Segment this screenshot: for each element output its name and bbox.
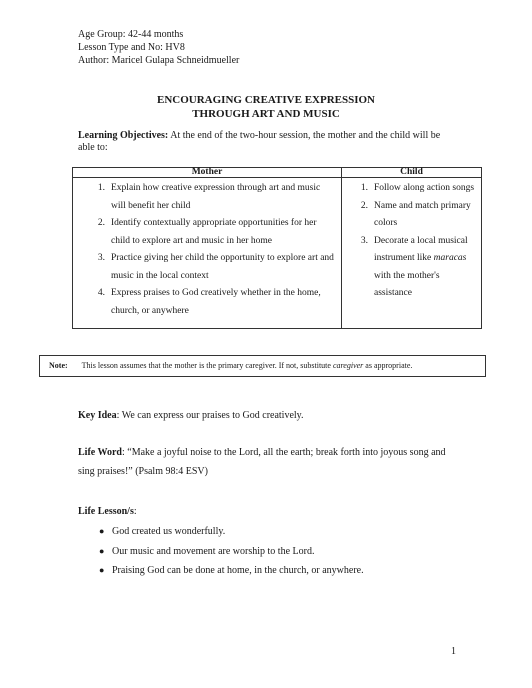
life-lesson-heading — [78, 502, 463, 521]
item-number: 3. — [360, 235, 368, 246]
item-number: 1. — [97, 183, 105, 193]
item-number: 4. — [97, 288, 105, 298]
item-text: Identify contextually appropriate opportunities for her child to explore art and music in her home — [111, 218, 317, 246]
life-word-text: : “Make a joyful noise to the Lord, all the earth; break forth into joyous song and sing praises!” (Psalm 98:4 ESV) — [78, 447, 446, 477]
note-label: Note: — [49, 361, 68, 370]
list-item — [99, 561, 364, 581]
objectives-table — [72, 167, 482, 329]
item-text: Explain how creative expression through art and music will benefit her child — [111, 183, 321, 211]
key-idea-label: Key Idea — [78, 410, 117, 421]
title-line-1: ENCOURAGING CREATIVE EXPRESSION — [157, 94, 375, 106]
mother-column-header: Mother — [73, 168, 342, 178]
lesson-title — [0, 93, 532, 121]
item-number: 2. — [360, 200, 368, 211]
key-idea — [78, 406, 463, 425]
list-item — [342, 233, 481, 303]
note-text-start: This lesson assumes that the mother is the primary caregiver. If not, substitute — [81, 361, 333, 370]
lesson-type: Lesson Type and No: HV8 — [78, 42, 185, 53]
item-text-end: with the mother's assistance — [374, 270, 440, 298]
child-column-header: Child — [342, 168, 482, 178]
note-text-end: as appropriate. — [363, 361, 413, 370]
bullet-text: Our music and movement are worship to the Lord. — [112, 545, 315, 557]
life-lesson-list — [99, 522, 364, 581]
bullet-icon: ● — [99, 565, 105, 575]
life-lesson-label: Life Lesson/s — [78, 506, 134, 517]
item-text: Follow along action songs — [374, 183, 475, 193]
item-number: 1. — [360, 183, 368, 193]
learning-objectives — [78, 130, 458, 154]
objectives-label: Learning Objectives: — [78, 130, 169, 141]
mother-objectives-cell — [73, 178, 342, 329]
author: Author: Maricel Gulapa Schneidmueller — [78, 55, 240, 66]
title-line-2: THROUGH ART AND MUSIC — [192, 108, 340, 120]
life-word — [78, 443, 463, 481]
objectives-text: At the end of the two-hour session, the mother and the child will be able to: — [78, 130, 441, 153]
list-item — [342, 198, 481, 233]
age-group: Age Group: 42-44 months — [78, 29, 184, 40]
mother-objectives-list — [73, 180, 341, 320]
life-lesson-colon: : — [133, 506, 137, 517]
list-item — [99, 522, 364, 542]
bullet-icon: ● — [99, 545, 105, 556]
list-item — [73, 250, 341, 285]
bullet-text: God created us wonderfully. — [112, 526, 226, 537]
item-number: 2. — [97, 218, 105, 228]
item-text: Express praises to God creatively whether in the home, church, or anywhere — [111, 288, 321, 316]
child-objectives-cell — [342, 178, 482, 329]
list-item — [73, 285, 341, 320]
bullet-icon: ● — [99, 526, 105, 536]
item-text: Name and match primary colors — [374, 200, 471, 228]
page-number: 1 — [451, 646, 456, 657]
item-number: 3. — [97, 253, 105, 263]
item-text — [374, 233, 481, 303]
life-word-label: Life Word — [78, 447, 122, 458]
note-box — [39, 355, 486, 377]
list-item — [99, 542, 364, 562]
list-item — [73, 180, 341, 215]
item-text-start: Decorate a local musical instrument like — [374, 235, 468, 263]
item-text: Practice giving her child the opportunity to explore art and music in the local context — [111, 253, 334, 281]
maracas-term: maracas — [433, 253, 467, 263]
key-idea-text: : We can express our praises to God creatively. — [116, 410, 304, 421]
child-objectives-list — [342, 180, 481, 303]
lesson-header — [78, 28, 239, 67]
note-caregiver-term: caregiver — [332, 361, 364, 370]
bullet-text: Praising God can be done at home, in the church, or anywhere. — [112, 565, 364, 576]
list-item — [342, 180, 481, 198]
list-item — [73, 215, 341, 250]
